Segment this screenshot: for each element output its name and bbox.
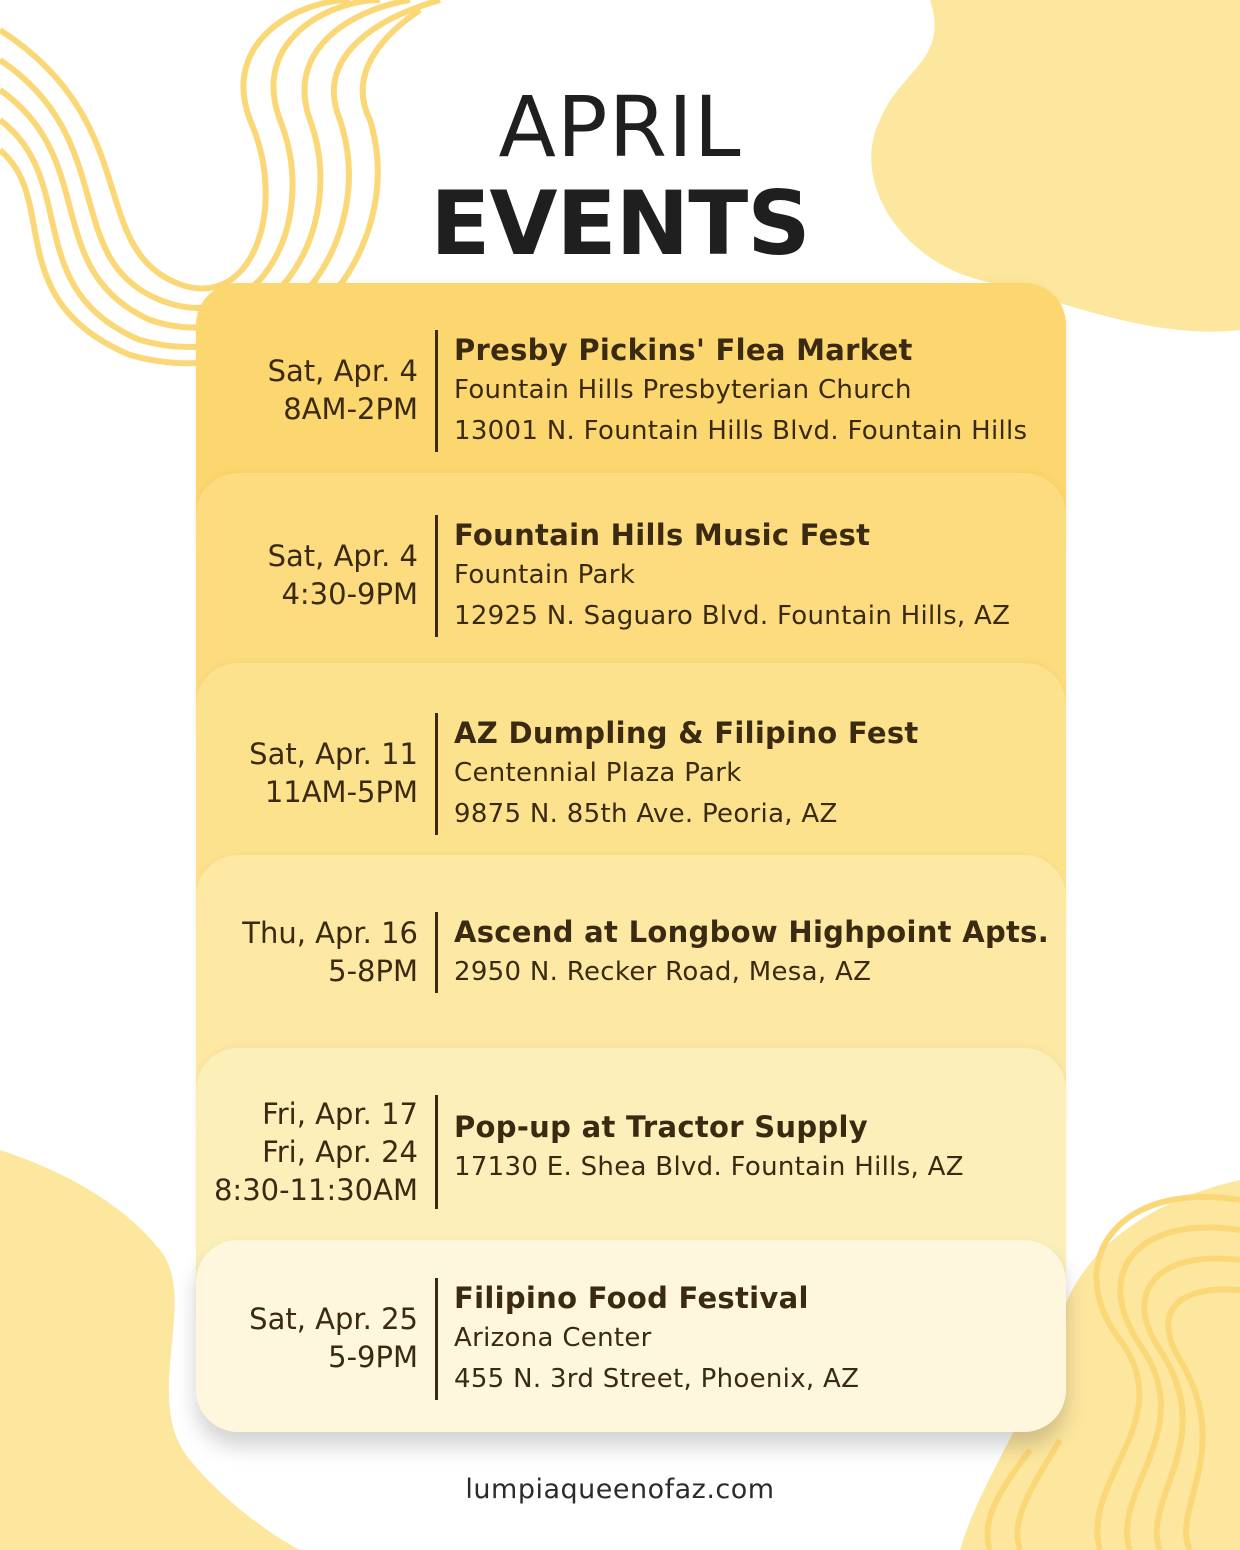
divider xyxy=(435,912,438,993)
event-date xyxy=(196,515,418,637)
event-date-line: Sat, Apr. 11 xyxy=(249,737,418,771)
event-address: 12925 N. Saguaro Blvd. Fountain Hills, AZ xyxy=(454,601,1011,631)
event-address: 2950 N. Recker Road, Mesa, AZ xyxy=(454,957,872,987)
event-date xyxy=(196,1095,418,1209)
event-date-line: Fri, Apr. 24 xyxy=(262,1135,418,1169)
heading-april: APRIL xyxy=(498,78,742,176)
website-link[interactable]: lumpiaqueenofaz.com xyxy=(465,1474,775,1505)
event-content xyxy=(196,713,1066,835)
event-date-line: 5-8PM xyxy=(328,954,418,988)
event-address: 13001 N. Fountain Hills Blvd. Fountain Hills xyxy=(454,416,1028,446)
event-content xyxy=(196,1278,1066,1400)
event-date-line: 11AM-5PM xyxy=(264,775,418,809)
event-date xyxy=(196,713,418,835)
event-date-line: Sat, Apr. 4 xyxy=(267,354,418,388)
event-details xyxy=(454,515,1010,637)
event-date-line: 5-9PM xyxy=(328,1340,418,1374)
event-title: Ascend at Longbow Highpoint Apts. xyxy=(454,915,1050,949)
divider xyxy=(435,330,438,452)
divider xyxy=(435,713,438,835)
event-title: Pop-up at Tractor Supply xyxy=(454,1110,868,1144)
event-date-line: Sat, Apr. 25 xyxy=(249,1302,418,1336)
event-details xyxy=(454,1095,964,1209)
event-date-line: 8AM-2PM xyxy=(283,392,418,426)
event-date-line: 4:30-9PM xyxy=(281,577,418,611)
event-date xyxy=(196,330,418,452)
event-date-line: Thu, Apr. 16 xyxy=(242,916,418,950)
event-content xyxy=(196,1095,1066,1209)
divider xyxy=(435,515,438,637)
divider xyxy=(435,1095,438,1209)
event-date-line: Fri, Apr. 17 xyxy=(262,1097,418,1131)
event-title: Presby Pickins' Flea Market xyxy=(454,333,913,367)
event-details xyxy=(454,330,1027,452)
event-address: 9875 N. 85th Ave. Peoria, AZ xyxy=(454,799,838,829)
event-title: Fountain Hills Music Fest xyxy=(454,518,871,552)
event-content xyxy=(196,330,1066,452)
event-details xyxy=(454,912,1049,993)
event-details xyxy=(454,1278,859,1400)
event-title: AZ Dumpling & Filipino Fest xyxy=(454,716,919,750)
event-date xyxy=(196,1278,418,1400)
event-content xyxy=(196,515,1066,637)
event-date xyxy=(196,912,418,993)
event-content xyxy=(196,912,1066,993)
event-title: Filipino Food Festival xyxy=(454,1281,809,1315)
heading-events: EVENTS xyxy=(430,172,810,275)
event-card xyxy=(196,1240,1066,1432)
event-date-line: 8:30-11:30AM xyxy=(213,1173,418,1207)
event-address: 17130 E. Shea Blvd. Fountain Hills, AZ xyxy=(454,1152,964,1182)
event-address: 455 N. 3rd Street, Phoenix, AZ xyxy=(454,1364,860,1394)
event-date-line: Sat, Apr. 4 xyxy=(267,539,418,573)
event-details xyxy=(454,713,919,835)
event-venue: Arizona Center xyxy=(454,1323,652,1353)
event-venue: Fountain Hills Presbyterian Church xyxy=(454,375,912,405)
event-venue: Fountain Park xyxy=(454,560,636,590)
event-venue: Centennial Plaza Park xyxy=(454,758,742,788)
divider xyxy=(435,1278,438,1400)
